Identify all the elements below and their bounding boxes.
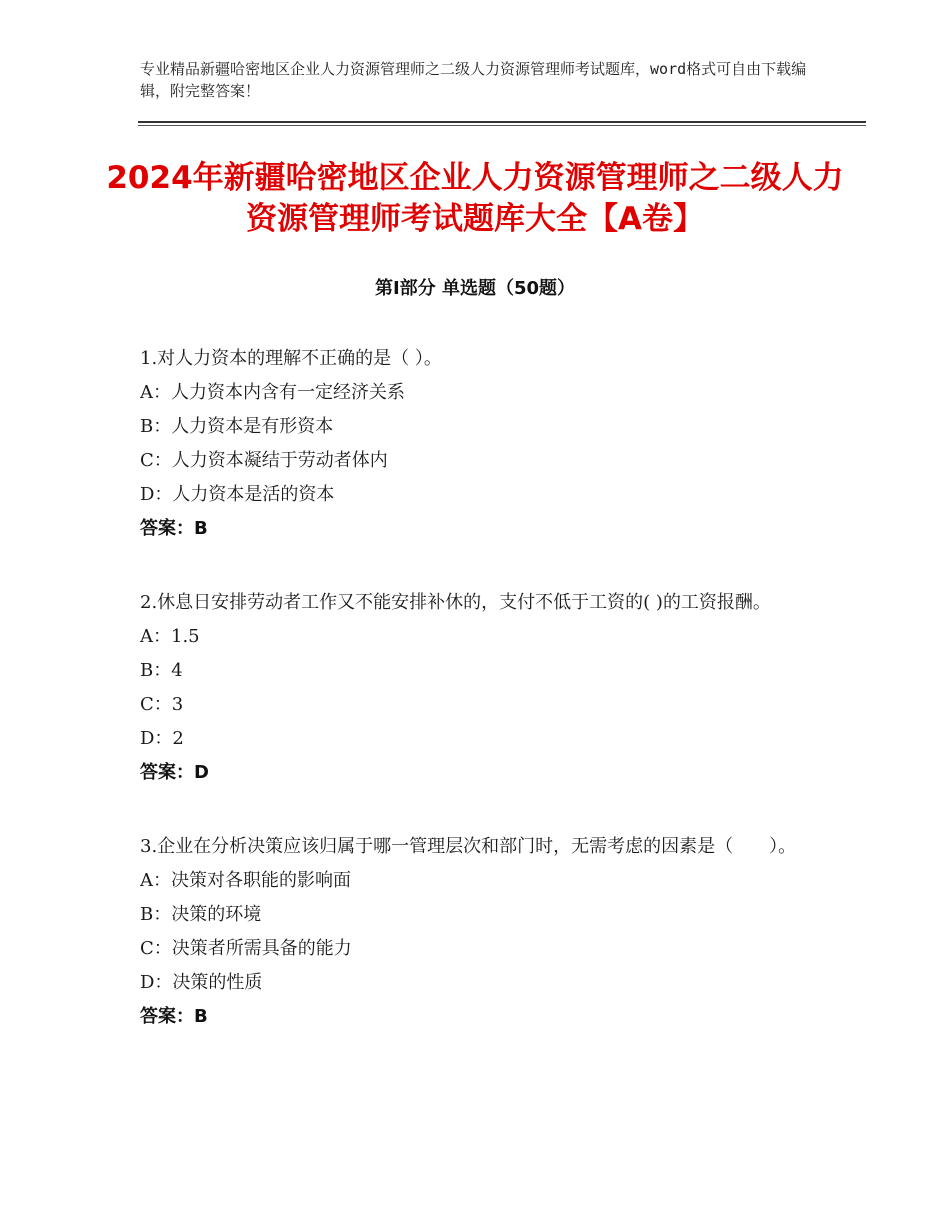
option-b: B：4 — [140, 660, 183, 681]
option-d: D：2 — [140, 728, 184, 749]
question-stem: 1.对人力资本的理解不正确的是（ ）。 — [140, 348, 442, 369]
option-a: A：人力资本内含有一定经济关系 — [140, 382, 405, 403]
question-stem: 3.企业在分析决策应该归属于哪一管理层次和部门时，无需考虑的因素是（ ）。 — [140, 836, 797, 857]
answer: 答案：D — [140, 762, 209, 783]
section-title: 第Ⅰ部分 单选题（50题） — [374, 278, 575, 299]
option-c: C：决策者所需具备的能力 — [140, 938, 352, 959]
question-list — [140, 342, 810, 1074]
option-c: C：人力资本凝结于劳动者体内 — [140, 450, 388, 471]
option-b: B：决策的环境 — [140, 904, 262, 925]
header-note: 专业精品新疆哈密地区企业人力资源管理师之二级人力资源管理师考试题库，word格式可自由下载编辑，附完整答案！ — [140, 60, 807, 100]
option-d: D：决策的性质 — [140, 972, 263, 993]
option-b: B：人力资本是有形资本 — [140, 416, 334, 437]
option-d: D：人力资本是活的资本 — [140, 484, 335, 505]
question-stem: 2.休息日安排劳动者工作又不能安排补休的，支付不低于工资的( )的工资报酬。 — [140, 592, 771, 613]
answer: 答案：B — [140, 518, 208, 539]
header-divider-thick — [138, 121, 866, 123]
question-1 — [140, 342, 810, 546]
answer: 答案：B — [140, 1006, 208, 1027]
header-divider-thin — [138, 125, 866, 126]
question-3 — [140, 830, 810, 1034]
document-title: 2024年新疆哈密地区企业人力资源管理师之二级人力资源管理师考试题库大全【A卷】 — [106, 160, 844, 237]
option-a: A：决策对各职能的影响面 — [140, 870, 351, 891]
question-2 — [140, 586, 810, 790]
option-a: A：1.5 — [140, 626, 200, 647]
option-c: C：3 — [140, 694, 184, 715]
